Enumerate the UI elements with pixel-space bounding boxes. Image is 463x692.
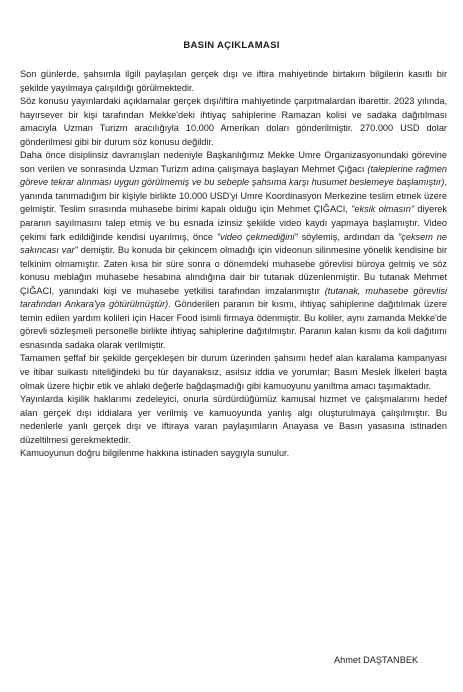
- italic-text-segment: (taleplerine rağmen göreve tekrar alınması uygun görülmemiş ve bu sebeple şahsıma karşı husumet beslemeye başlamıştır): [20, 163, 447, 188]
- text-segment: . Gönderilen paranın bir kısmı, ihtiyaç sahiplerine dağıtılmak üzere temin edilen yardım kolileri için Hacer Food isimli firmaya ödenmiştir. Bu koliler, aynı zamanda Mekke'de görevli sözleşmeli personelle birlikte ihtiyaç sahiplerine dağıtılmıştır. Paranın kalan kısmı da koli dağıtımı esnasında sadaka olarak verilmiştir.: [20, 299, 448, 350]
- text-segment: söylemiş, ardından da: [297, 231, 398, 242]
- text-segment: Kamuoyunun doğru bilgilenme hakkına istinaden saygıyla sunulur.: [20, 448, 290, 459]
- italic-text-segment: (tutanak, muhasebe görevlisi tarafından Ankara'ya götürülmüştür): [20, 285, 447, 310]
- text-segment: diyerek paranın sayılmasını talep etmiş ve bu esnada izinsiz şekilde video kaydı yapmaya başlamıştır. Video çekimi fark edildiğinde kendisi uyarılmış, önce: [20, 204, 448, 242]
- italic-text-segment: "çeksem ne sakıncası var": [20, 231, 447, 256]
- document-title: BASIN AÇIKLAMASI: [183, 40, 280, 51]
- text-segment: demiştir. Bu konuda bir çekincem olmadığı için videonun silinmesine yönelik kendisine bir telkinim olmamıştır. Zaten kısa bir süre sonra o dönemdeki muhasebe görevlisi büroya gelmiş ve söz konusu meblağın muhasebe hesabına alındığına dair bir tutanak düzenlenmiştir. Bu tutanak Mehmet ÇIĞACI, yanındaki kişi ve muhasebe yetkilisi tarafından imzalanmıştır: [20, 245, 448, 296]
- body-paragraph: [20, 95, 447, 149]
- signature-name: Ahmet DAŞTANBEK: [334, 655, 419, 665]
- body-paragraph: [20, 393, 447, 447]
- document-body: [20, 68, 447, 461]
- text-segment: , yanında tanımadığım bir kişiyle birlikte 10.000 USD'yi Umre Koordinasyon Merkezine teslim etmek üzere gelmiştir. Teslim sırasında muhasebe birimi kapalı olduğu için Mehmet ÇIĞACI,: [20, 177, 447, 215]
- italic-text-segment: "video çekmediğini": [216, 231, 298, 242]
- italic-text-segment: "eksik olmasın": [351, 204, 415, 215]
- body-paragraph: [20, 68, 447, 95]
- text-segment: Söz konusu yayınlardaki açıklamalar gerçek dışı/iftira mahiyetinde çarpıtmalardan ibarettir. 2023 yılında, hayırsever bir kişi tarafından Mekke'deki ihtiyaç sahiplerine Ramazan kolisi ve sadaka dağıtılması amacıyla Uzman Turizm aracılığıyla 10.000 Amerikan doları gönderilmiştir. 270.000 USD dolar gönderilmesi gibi bir durum söz konusu değildir.: [20, 96, 447, 147]
- body-paragraph: [20, 447, 447, 461]
- text-segment: Son günlerde, şahsımla ilgili paylaşılan gerçek dışı ve iftira mahiyetinde birtakım bilgilerin kasıtlı bir şekilde yayılmaya çalışıldığı görülmektedir.: [20, 69, 447, 93]
- body-paragraph: [20, 352, 447, 393]
- text-segment: Yayınlarda kişilik haklarımı zedeleyici, onurla sürdürdüğümüz kamusal hizmet ve çalışmalarımı hedef alan gerçek dışı iddialara yer verilmiş ve kamuoyunda yanlış algı oluşturulmaya çalışılmıştır. Bu nedenlerle yanlı gerçek dışı ve iftiraya varan paylaşımların Anayasa ve Basın yasasına istinaden düzeltilmesi gerekmektedir.: [20, 394, 447, 445]
- text-segment: Daha önce disiplinsiz davranışları nedeniyle Başkanlığımız Mekke Umre Organizasyonundaki görevine son verilen ve sonrasında Uzman Turizm adına çalışmaya başlayan Mehmet Çığacı: [20, 150, 447, 174]
- text-segment: Tamamen şeffaf bir şekilde gerçekleşen bir durum üzerinden şahsımı hedef alan karalama kampanyası ve itibar suikastı niteliğindeki bu tür dayanaksız, asılsız iddia ve yorumlar; Basın Meslek İlkeleri başta olmak üzere hiçbir etik ve ahlaki değerle bağdaşmadığı gibi kamuoyunu yanıltma amacı taşımaktadır.: [20, 353, 447, 391]
- body-paragraph: [20, 149, 447, 352]
